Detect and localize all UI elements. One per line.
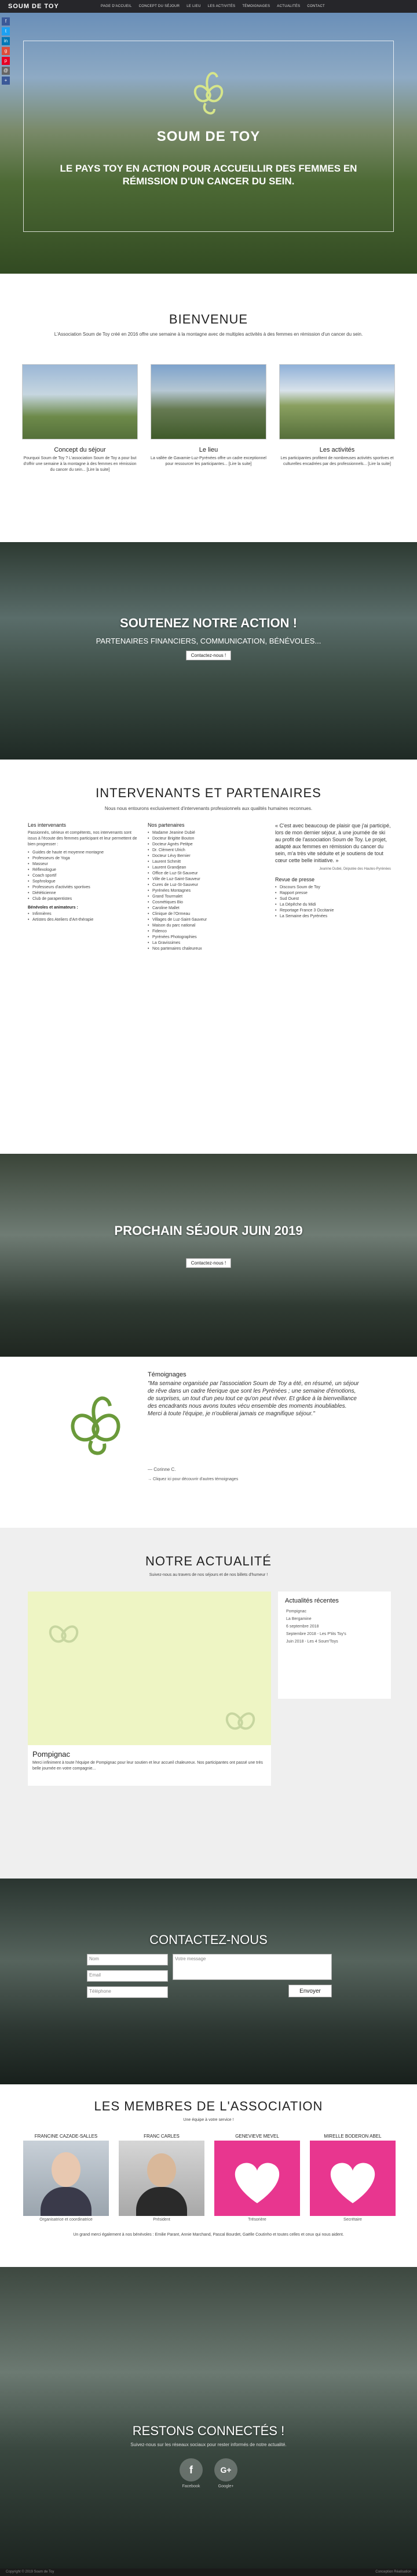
list-item: • Masseur <box>28 862 138 867</box>
list-item: • Villages de Luz-Saint-Sauveur <box>148 917 264 923</box>
prochain-btn-wrap <box>0 1258 417 1268</box>
email-icon[interactable]: @ <box>2 67 10 75</box>
member-role: Organisatrice et coordinatrice <box>39 2218 93 2222</box>
contact-title: CONTACTEZ-NOUS <box>149 1932 268 1947</box>
temoignage-author: — Corinne C. <box>148 1467 176 1472</box>
facebook-icon[interactable]: f <box>180 2458 203 2481</box>
share-icon[interactable]: + <box>2 77 10 85</box>
membres-title: LES MEMBRES DE L'ASSOCIATION <box>94 2099 323 2113</box>
bienvenue-intro: L'Association Soum de Toy créé en 2016 offre une semaine à la montagne avec de multiples activités à des femmes en rémission d'un cancer du sein. <box>54 332 363 337</box>
list-item: • Pyrénées Photographies <box>148 935 264 940</box>
prochain-contact-button[interactable]: Contactez-nous ! <box>186 1258 231 1268</box>
list-item: • Madame Jeanine Dubié <box>148 830 264 836</box>
list-item: • Docteur Agnès Petitpe <box>148 842 264 848</box>
member-role: Secrétaire <box>343 2218 362 2222</box>
card-title-concept[interactable]: Concept du séjour <box>54 446 106 453</box>
deputee-quote: « C'est avec beaucoup de plaisir que j'ai participé, lors de mon dernier séjour, à une journée de ski au profit de l'association Soum de Toy. Le projet, adapté aux femmes en rémission du cancer du sein, m'a très vite séduite et je soutiens de tout cœur cette belle initiative. » <box>275 823 391 863</box>
list-item: • Ville de Luz-Saint-Sauveur <box>148 877 264 882</box>
contact-section <box>0 1879 417 2084</box>
list-item: • Coach sportif <box>28 873 138 879</box>
card-title-activites[interactable]: Les activités <box>319 446 355 453</box>
presse-heading: Revue de presse <box>275 877 315 882</box>
google-plus-label[interactable]: Google+ <box>218 2484 234 2488</box>
list-item: • Pyrénées Montagnes <box>148 888 264 894</box>
press-link[interactable]: • Sud Ouest <box>275 896 391 902</box>
nav-item-activites[interactable]: LES ACTIVITÉS <box>207 5 236 8</box>
temoignage-col <box>275 822 391 920</box>
temoignages-more-link[interactable]: → Cliquez ici pour découvrir d'autres témoignages <box>148 1477 239 1481</box>
linkedin-icon[interactable]: in <box>2 37 10 45</box>
recent-post-link[interactable]: Septembre 2018 - Les P'tits Toy's <box>286 1632 346 1636</box>
soutenez-contact-button[interactable]: Contactez-nous ! <box>186 651 231 660</box>
list-item: • Cosmétiques Bio <box>148 900 264 906</box>
member-card <box>310 2134 396 2222</box>
soutenez-subtitle: PARTENAIRES FINANCIERS, COMMUNICATION, BÉNÉVOLES... <box>96 637 321 645</box>
list-item: • Docteur Brigitte Bouton <box>148 836 264 842</box>
pinterest-icon[interactable]: p <box>2 57 10 65</box>
post-title[interactable]: Pompignac <box>32 1750 71 1758</box>
prochain-title: PROCHAIN SÉJOUR JUIN 2019 <box>114 1223 303 1238</box>
bienvenue-title: BIENVENUE <box>169 312 248 326</box>
post-logo-icon-2 <box>217 1693 264 1745</box>
member-photo <box>119 2141 204 2216</box>
list-item: • Nos partenaires chaleureux <box>148 946 264 952</box>
lieu-photo[interactable] <box>151 364 266 439</box>
member-card <box>119 2134 204 2222</box>
footer <box>0 2568 417 2576</box>
partenaires-col <box>148 822 264 952</box>
recent-post-link[interactable]: Juin 2018 - Les 4 Soum'Toys <box>286 1640 338 1644</box>
hero-title: SOUM DE TOY <box>156 129 261 144</box>
list-item: • Artistes des Ateliers d'Art-thérapie <box>28 917 138 923</box>
member-photo <box>23 2141 109 2216</box>
member-role: Trésorière <box>248 2218 266 2222</box>
card-text-activites: Les participantes profitent de nombreuses activités sportives et culturelles encadrées par des professionnels... [Lire la suite] <box>280 456 394 466</box>
list-item: • Dr. Clément Ulrich <box>148 848 264 853</box>
press-link[interactable]: • Rapport presse <box>275 891 391 896</box>
member-name: FRANCINE CAZADE-SALLES <box>34 2134 98 2139</box>
actualite-title: NOTRE ACTUALITÉ <box>145 1554 272 1568</box>
footer-credits[interactable]: Conception Réalisation <box>375 2570 411 2574</box>
list-item: • Professeurs de Yoga <box>28 856 138 862</box>
recent-posts-widget <box>278 1592 391 1699</box>
temoignages-logo-icon <box>58 1386 133 1461</box>
actualite-intro: Suivez-nous au travers de nos séjours et de nos billets d'humeur ! <box>149 1573 268 1577</box>
list-item: • Cures de Luz-St-Sauveur <box>148 882 264 888</box>
recent-post-link[interactable]: 6 septembre 2018 <box>286 1625 319 1629</box>
card-text-lieu: La vallée de Gavarnie-Luz-Pyrénées offre un cadre exceptionnel pour ressourcer les participantes... [Lire la suite] <box>151 456 266 466</box>
list-item: • Professeurs d'activités sportives <box>28 885 138 891</box>
card-text-concept: Pourquoi Soum de Toy ? L'association Soum de Toy a pour but d'offrir une semaine à la montagne à des femmes en rémission du cancer du sein... [Lire la suite] <box>23 456 137 472</box>
nav-item-lieu[interactable]: LE LIEU <box>186 5 201 8</box>
membres-intro: Une équipe à votre service ! <box>183 2118 234 2122</box>
list-item: • Fidenco <box>148 929 264 935</box>
nav-item-temoignages[interactable]: TÉMOIGNAGES <box>242 5 270 8</box>
nav-item-contact[interactable]: CONTACT <box>307 5 325 8</box>
list-item: • Maison du parc national <box>148 923 264 929</box>
intervenants-col1 <box>28 822 138 923</box>
twitter-icon[interactable]: t <box>2 27 10 35</box>
soutenez-title: SOUTENEZ NOTRE ACTION ! <box>120 616 297 630</box>
benevoles-heading: Bénévoles et animateurs : <box>28 906 78 910</box>
message-field[interactable]: Votre message <box>173 1954 332 1980</box>
presse-list <box>275 885 391 920</box>
press-link[interactable]: • Reportage France 3 Occitanie <box>275 908 391 914</box>
list-item: • Réflexologue <box>28 867 138 873</box>
partenaires-heading: Nos partenaires <box>148 822 185 828</box>
list-item: • Clinique de l'Ormeau <box>148 911 264 917</box>
facebook-icon[interactable]: f <box>2 17 10 26</box>
nav-item-concept[interactable]: CONCEPT DU SÉJOUR <box>138 5 180 8</box>
member-photo <box>214 2141 300 2216</box>
nav-item-actualites[interactable]: ACTUALITÉS <box>277 5 301 8</box>
google-plus-icon[interactable]: g <box>2 47 10 55</box>
member-name: GENEVIEVE MEVEL <box>235 2134 279 2139</box>
intervenants-list <box>28 850 138 902</box>
benevoles-list <box>28 911 138 923</box>
intervenants-intro: Nous nous entourons exclusivement d'intervenants professionnels aux qualités humaines reconnues. <box>104 806 313 811</box>
phone-field[interactable]: Téléphone <box>87 1986 168 1998</box>
concept-photo[interactable] <box>22 364 138 439</box>
press-link[interactable]: • La Dépêche du Midi <box>275 902 391 908</box>
post-logo-icon <box>41 1606 87 1658</box>
list-item: • Infirmières <box>28 911 138 917</box>
google-plus-icon[interactable]: G+ <box>214 2458 237 2481</box>
temoignage-quote: "Ma semaine organisée par l'association Soum de Toy a été, en résumé, un séjour de rêve dans un cadre féerique que sont les Pyrénées ; une semaine d'émotions, de surprises, un tout d'un peu tout ce qu'on peut rêver. Et grâce à la bienveillance des encadrants nous avons toutes vécu ensemble des moments inoubliables. Merci à toute l'équipe, je n'oublierai jamais ce magnifique séjour." <box>148 1380 359 1417</box>
heart-icon <box>310 2141 396 2216</box>
soutenez-btn-wrap <box>0 651 417 660</box>
list-item: • Laurent Schmitt <box>148 859 264 865</box>
heart-icon <box>214 2141 300 2216</box>
name-field[interactable]: Nom <box>87 1954 168 1965</box>
intervenants-desc: Passionnés, sérieux et compétents, nos intervenants sont issus à l'écoute des femmes participant et leur permettent de bien progresser : <box>28 831 137 846</box>
list-item: • Guides de haute et moyenne montagne <box>28 850 138 856</box>
prochain-banner <box>0 1154 417 1357</box>
nav-menu <box>101 5 325 8</box>
list-item: • Diététicienne <box>28 891 138 896</box>
press-link[interactable]: • Discours Soum de Toy <box>275 885 391 891</box>
member-photo <box>310 2141 396 2216</box>
recent-posts-title: Actualités récentes <box>285 1597 339 1604</box>
restons-title: RESTONS CONNECTÉS ! <box>132 2424 285 2438</box>
nav-item-home[interactable]: PAGE D'ACCUEIL <box>101 5 132 8</box>
list-item: • Caroline Mallet <box>148 906 264 911</box>
list-item: • Grand Tourmalet <box>148 894 264 900</box>
member-role: Président <box>153 2218 170 2222</box>
restons-section <box>0 2267 417 2568</box>
membres-thanks: Un grand merci également à nos bénévoles : Emilie Parant, Annie Marchand, Pascal Bourdet, Gaëlle Coutinho et toutes celles et ceux qui nous aident. <box>73 2233 344 2237</box>
recent-post-link[interactable]: Pompignac <box>286 1609 307 1614</box>
activites-photo[interactable] <box>279 364 395 439</box>
member-name: MIRELLE BODERON ABEL <box>324 2134 382 2139</box>
temoignages-title: Témoignages <box>148 1371 186 1378</box>
member-card <box>214 2134 300 2222</box>
recent-post-link[interactable]: La Bergamine <box>286 1617 312 1621</box>
deputee-signature: Jeanine Dubié, Députée des Hautes-Pyrénées <box>319 867 391 871</box>
hero-subtitle: LE PAYS TOY EN ACTION POUR ACCUEILLIR DES FEMMES EN RÉMISSION D'UN CANCER DU SEIN. <box>60 163 357 187</box>
submit-button[interactable]: Envoyer <box>288 1985 332 1997</box>
top-navbar <box>0 0 417 13</box>
post-excerpt: Merci infiniment à toute l'équipe de Pompignac pour leur soutien et leur accueil chaleureux. Nos participantes ont passé une très belle journée en votre compagnie... <box>32 1761 263 1771</box>
social-share-bar <box>2 17 10 85</box>
press-link[interactable]: • La Semaine des Pyrénées <box>275 914 391 920</box>
email-field[interactable]: Email <box>87 1970 168 1982</box>
list-item: • Office de Luz-St-Sauveur <box>148 871 264 877</box>
list-item: • Sophrologue <box>28 879 138 885</box>
site-brand[interactable]: SOUM DE TOY <box>8 3 59 10</box>
list-item: • Club de parapentistes <box>28 896 138 902</box>
partenaires-list <box>148 830 264 952</box>
list-item: • La Gravissimes <box>148 940 264 946</box>
logo-icon <box>182 63 235 121</box>
facebook-label[interactable]: Facebook <box>182 2484 200 2488</box>
footer-copyright: Copyright © 2019 Soum de Toy <box>6 2570 54 2574</box>
member-card <box>23 2134 109 2222</box>
member-name: FRANC CARLES <box>144 2134 180 2139</box>
card-title-lieu[interactable]: Le lieu <box>199 446 218 453</box>
restons-subtitle: Suivez-nous sur les réseaux sociaux pour rester informés de notre actualité. <box>130 2442 287 2447</box>
intervenants-heading: Les intervenants <box>28 822 67 828</box>
intervenants-title: INTERVENANTS ET PARTENAIRES <box>96 786 321 800</box>
list-item: • Docteur Lévy Bernier <box>148 853 264 859</box>
list-item: • Laurent Grandjean <box>148 865 264 871</box>
